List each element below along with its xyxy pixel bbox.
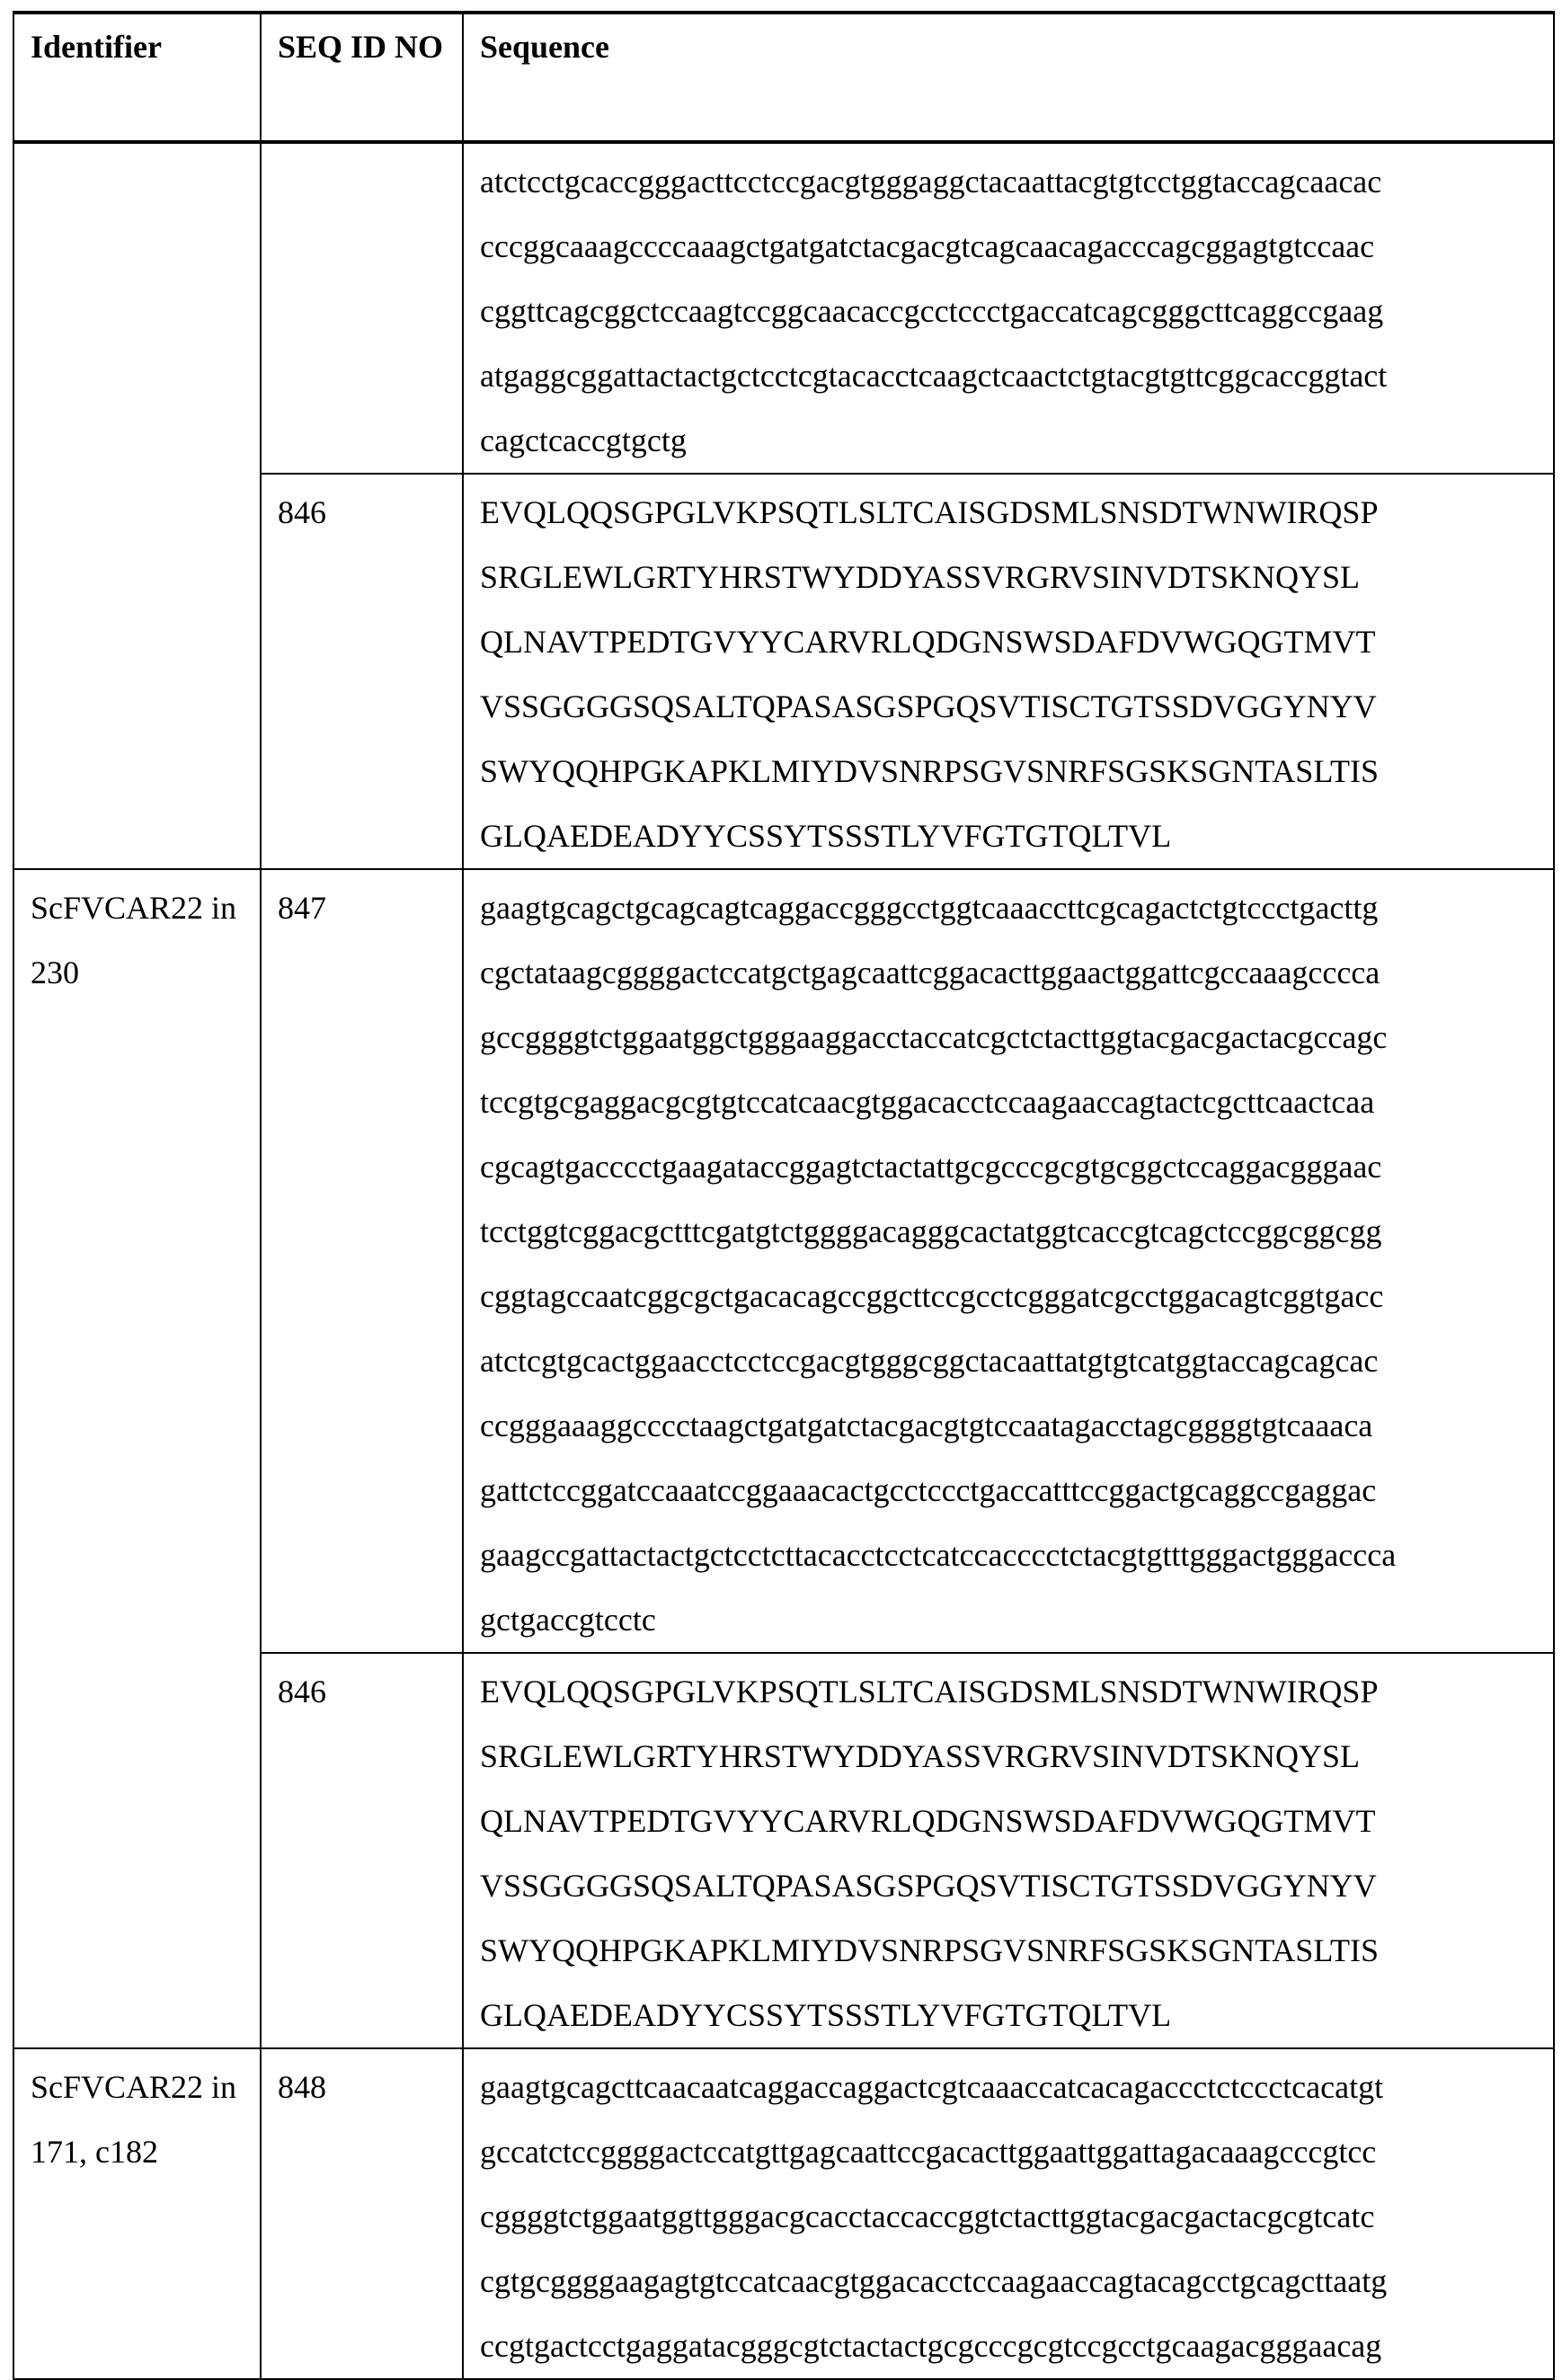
sequence-line: ccgggaaaggcccctaagctgatgatctacgacgtgtccaatagacctagcggggtgtcaaaca [480,1393,1537,1458]
sequence-line: tcctggtcggacgctttcgatgtctggggacagggcactatggtcaccgtcagctccggcggcgg [480,1199,1537,1264]
sequence-cell [463,1653,1554,2048]
table-row [13,869,1554,1653]
sequence-line: cggtagccaatcggcgctgacacagccggcttccgcctcgggatcgcctggacagtcggtgacc [480,1264,1537,1328]
identifier-cell [13,142,261,869]
seq-id-cell: 848 [261,2048,463,2379]
sequence-line: GLQAEDEADYYCSSYTSSSTLYVFGTGTQLTVL [480,1983,1537,2047]
sequence-line: cggggtctggaatggttgggacgcacctaccaccggtctacttggtacgacgactacgcgtcatc [480,2184,1537,2249]
seq-id-cell [261,142,463,474]
sequence-line: SWYQQHPGKAPKLMIYDVSNRPSGVSNRFSGSKSGNTASLTIS [480,1918,1537,1983]
sequence-cell [463,142,1554,474]
sequence-cell [463,2048,1554,2379]
seq-id-cell: 847 [261,869,463,1653]
sequence-line: gaagtgcagctgcagcagtcaggaccgggcctggtcaaaccttcgcagactctgtccctgacttg [480,875,1537,940]
sequence-line: QLNAVTPEDTGVYYCARVRLQDGNSWSDAFDVWGQGTMVT [480,1789,1537,1853]
sequence-line: cgctataagcggggactccatgctgagcaattcggacacttggaactggattcgccaaagcccca [480,940,1537,1005]
sequence-line: gaagccgattactactgctcctcttacacctcctcatccacccctctacgtgtttgggactgggaccca [480,1523,1537,1587]
sequence-line: QLNAVTPEDTGVYYCARVRLQDGNSWSDAFDVWGQGTMVT [480,609,1537,674]
sequence-line: tccgtgcgaggacgcgtgtccatcaacgtggacacctccaagaaccagtactcgcttcaactcaa [480,1070,1537,1134]
header-sequence: Sequence [463,13,1554,142]
table-header-row [13,13,1554,142]
sequence-line: atctcgtgcactggaacctcctccgacgtgggcggctacaattatgtgtcatggtaccagcagcac [480,1328,1537,1393]
sequence-line: SRGLEWLGRTYHRSTWYDDYASSVRGRVSINVDTSKNQYSL [480,545,1537,609]
sequence-line: EVQLQQSGPGLVKPSQTLSLTCAISGDSMLSNSDTWNWIRQSP [480,1659,1537,1724]
identifier-cell: ScFVCAR22 in 171, c182 [13,2048,261,2379]
sequence-line: GLQAEDEADYYCSSYTSSSTLYVFGTGTQLTVL [480,804,1537,868]
header-identifier: Identifier [13,13,261,142]
sequence-line: atctcctgcaccgggacttcctccgacgtgggaggctacaattacgtgtcctggtaccagcaacac [480,149,1537,214]
sequence-line: VSSGGGGSQSALTQPASASGSPGQSVTISCTGTSSDVGGYNYV [480,674,1537,739]
sequence-line: cagctcaccgtgctg [480,408,1537,473]
sequence-line: gattctccggatccaaatccggaaacactgcctccctgaccatttccggactgcaggccgaggac [480,1458,1537,1523]
identifier-cell: ScFVCAR22 in 230 [13,869,261,2048]
sequence-line: ccgtgactcctgaggatacgggcgtctactactgcgcccgcgtccgcctgcaagacgggaacag [480,2313,1537,2378]
seq-id-cell: 846 [261,474,463,869]
header-seq-id-no: SEQ ID NO [261,13,463,142]
sequence-cell [463,474,1554,869]
sequence-line: cccggcaaagccccaaagctgatgatctacgacgtcagcaacagacccagcggagtgtccaac [480,214,1537,279]
sequence-line: SWYQQHPGKAPKLMIYDVSNRPSGVSNRFSGSKSGNTASLTIS [480,739,1537,804]
sequence-cell [463,869,1554,1653]
table-row [13,142,1554,474]
sequence-line: gccggggtctggaatggctgggaaggacctaccatcgctctacttggtacgacgactacgccagc [480,1005,1537,1070]
sequence-line: atgaggcggattactactgctcctcgtacacctcaagctcaactctgtacgtgttcggcaccggtact [480,343,1537,408]
sequence-line: EVQLQQSGPGLVKPSQTLSLTCAISGDSMLSNSDTWNWIRQSP [480,480,1537,545]
sequence-line: gctgaccgtcctc [480,1587,1537,1652]
sequence-line: SRGLEWLGRTYHRSTWYDDYASSVRGRVSINVDTSKNQYSL [480,1724,1537,1789]
sequence-line: VSSGGGGSQSALTQPASASGSPGQSVTISCTGTSSDVGGYNYV [480,1853,1537,1918]
sequence-line: cgcagtgacccctgaagataccggagtctactattgcgcccgcgtgcggctccaggacgggaac [480,1134,1537,1199]
sequence-line: gaagtgcagcttcaacaatcaggaccaggactcgtcaaaccatcacagaccctctccctcacatgt [480,2055,1537,2119]
sequence-table [13,11,1555,2380]
sequence-line: cgtgcggggaagagtgtccatcaacgtggacacctccaagaaccagtacagcctgcagcttaatg [480,2249,1537,2313]
sequence-line: cggttcagcggctccaagtccggcaacaccgcctccctgaccatcagcgggcttcaggccgaag [480,279,1537,343]
table-row [13,2048,1554,2379]
seq-id-cell: 846 [261,1653,463,2048]
sequence-line: gccatctccggggactccatgttgagcaattccgacacttggaattggattagacaaagcccgtcc [480,2119,1537,2184]
